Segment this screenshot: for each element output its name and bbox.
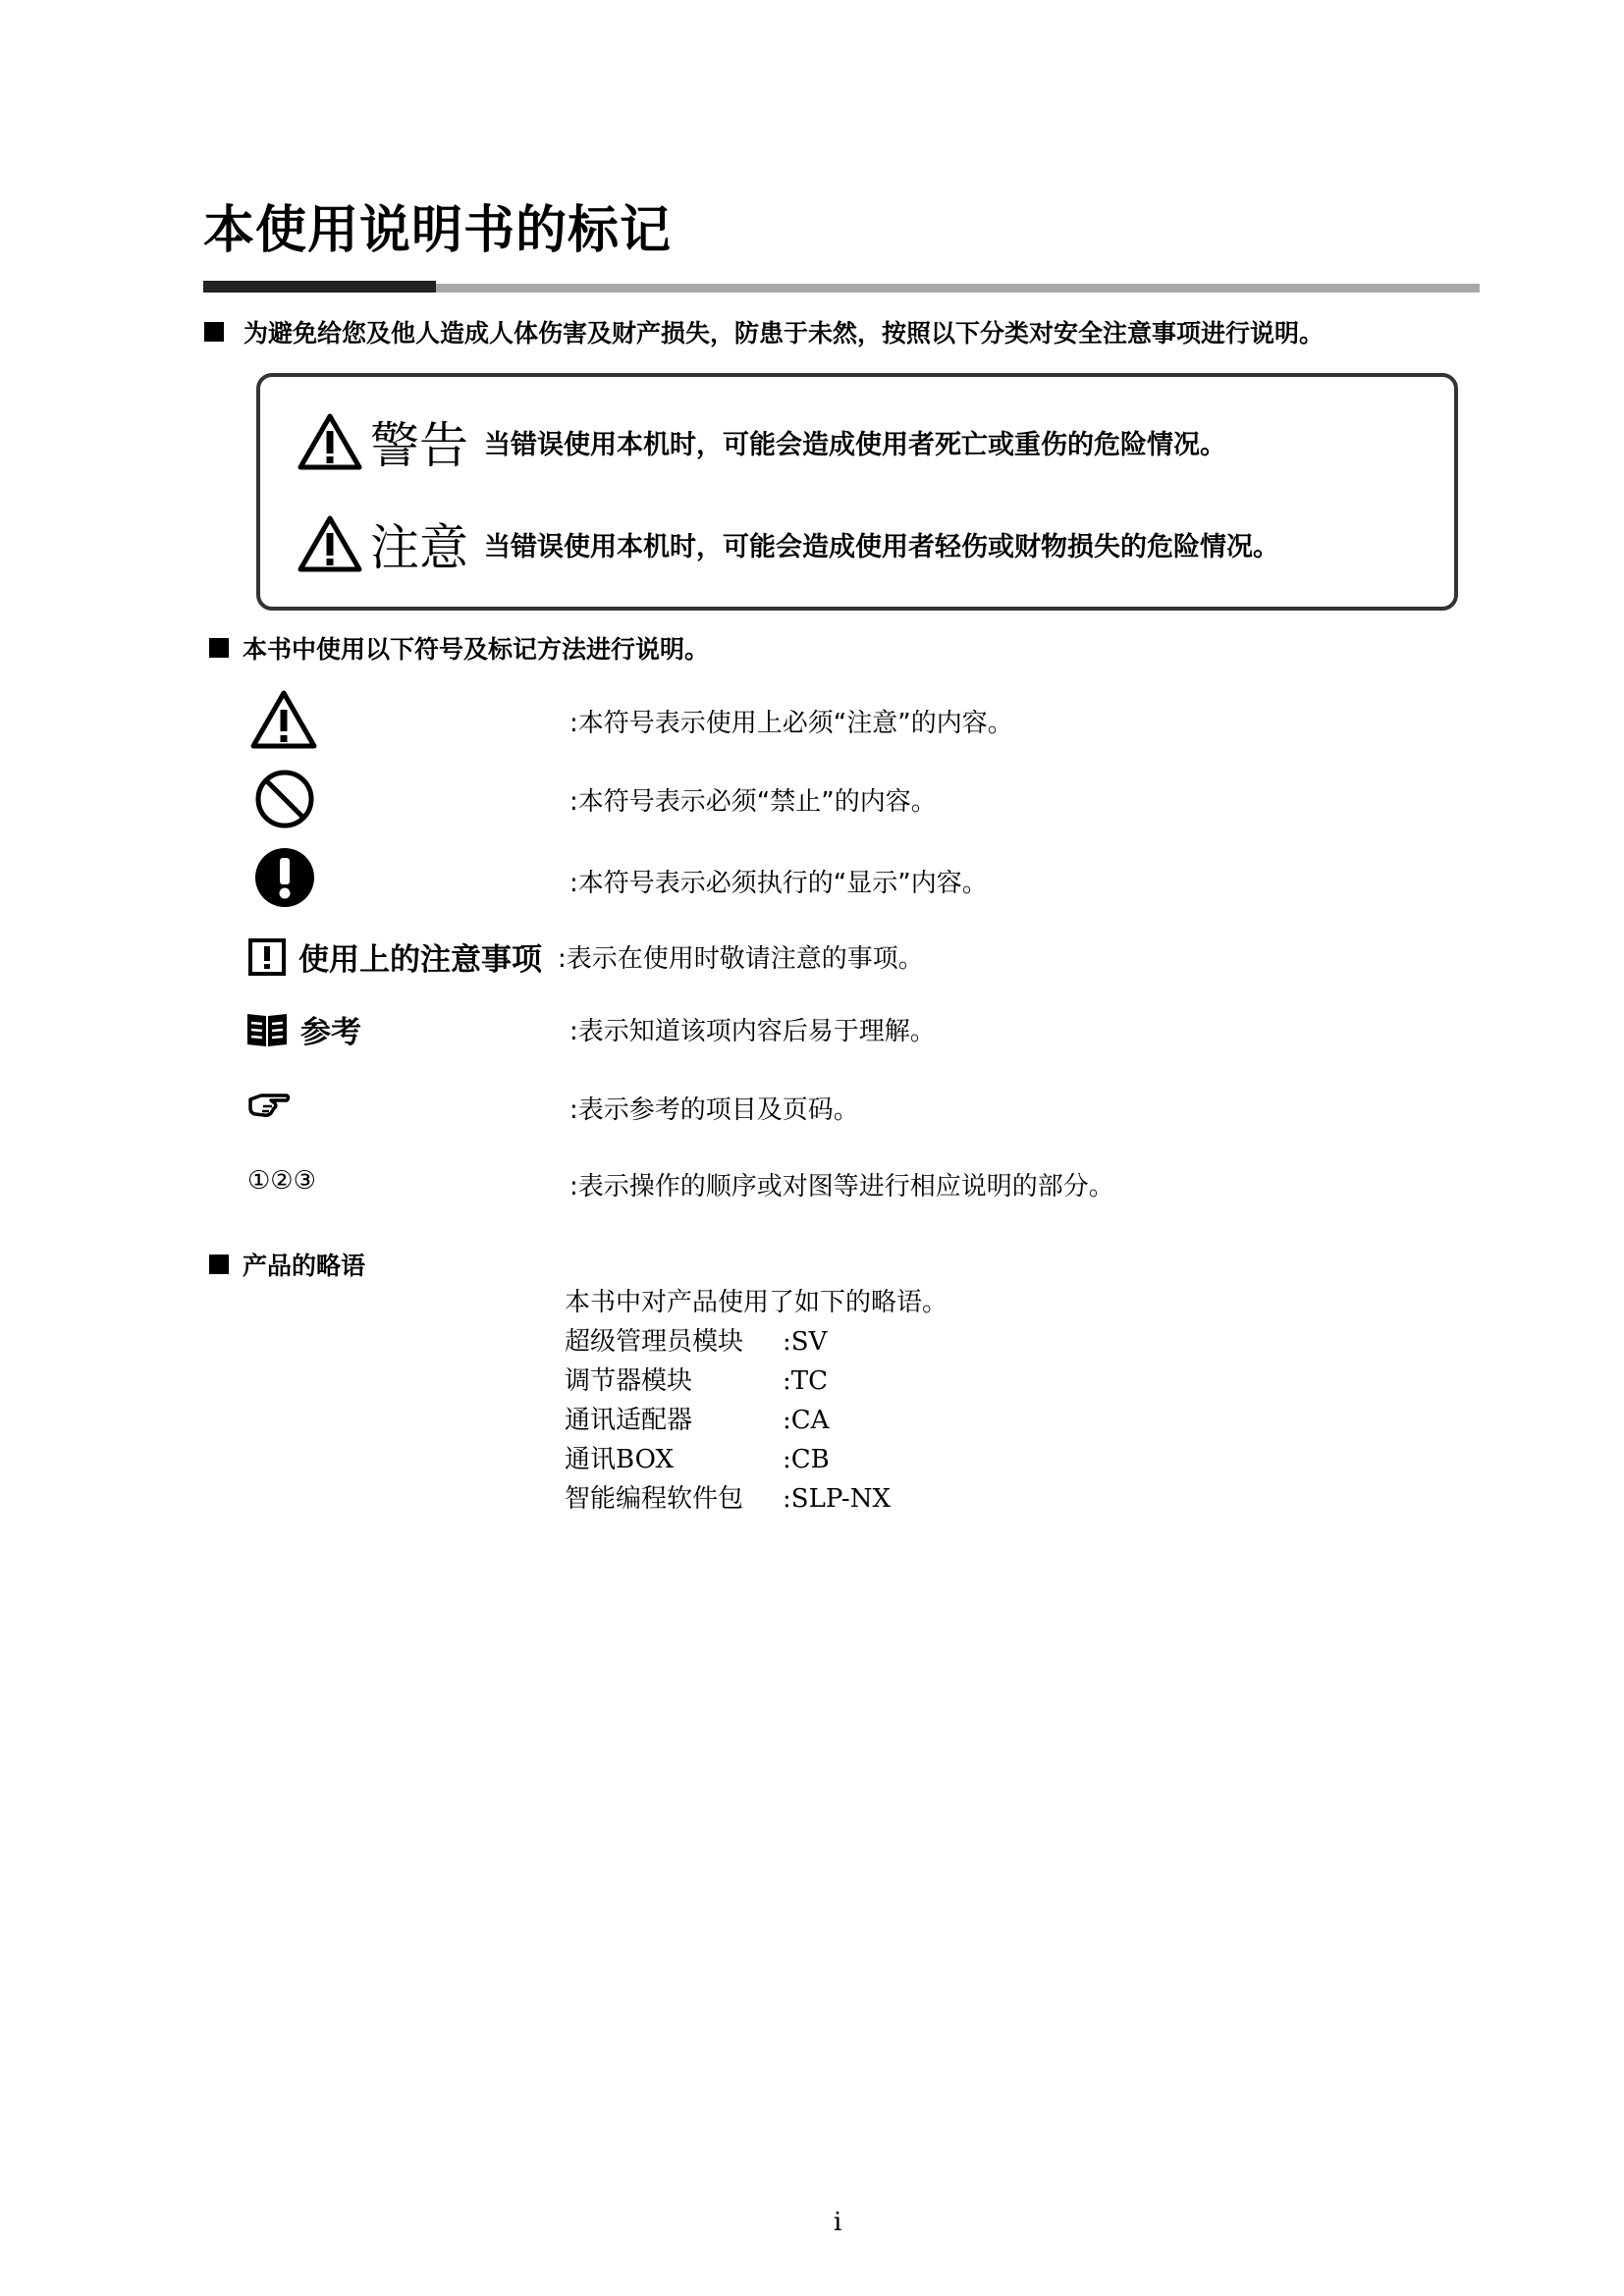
abbr-name: 通讯适配器: [565, 1406, 693, 1435]
mandatory-exclamation-icon: [253, 846, 316, 909]
title-rule-light: [436, 284, 1480, 293]
abbr-code: :SV: [783, 1327, 828, 1357]
abbr-intro: 本书中对产品使用了如下的略语。: [565, 1288, 948, 1317]
abbr-row: [565, 1401, 947, 1440]
abbr-code: :TC: [783, 1366, 828, 1396]
abbr-row: [565, 1479, 947, 1519]
symbols-heading: [209, 630, 709, 666]
warning-triangle-icon: [298, 515, 362, 572]
boxed-exclamation-icon: [247, 937, 287, 977]
abbr-row: [565, 1322, 947, 1362]
intro-text: 为避免给您及他人造成人体伤害及财产损失，防患于未然，按照以下分类对安全注意事项进行说明。: [244, 319, 1325, 347]
page-title: 本使用说明书的标记: [203, 201, 673, 260]
bullet-square-icon: [209, 1255, 229, 1274]
caution-label: 注意: [370, 519, 468, 576]
warning-label: 警告: [370, 417, 468, 474]
bullet-square-icon: [204, 322, 224, 342]
warning-row-keikoku: [298, 406, 1226, 477]
page-number: i: [834, 2208, 842, 2237]
abbr-row: [565, 1440, 947, 1479]
symbol-desc-mandatory: :本符号表示必须执行的“显示”内容。: [569, 869, 988, 898]
abbr-code: :CB: [783, 1445, 830, 1474]
prohibition-icon: [253, 768, 316, 830]
circled-numbers: ①②③: [247, 1166, 316, 1196]
abbr-heading: [209, 1247, 365, 1282]
book-icon: [245, 1010, 289, 1049]
symbol-desc-prohibition: :本符号表示必须“禁止”的内容。: [569, 787, 937, 817]
symbol-reference: [245, 1007, 361, 1051]
abbr-name: 调节器模块: [565, 1366, 693, 1396]
abbr-code: :CA: [783, 1406, 830, 1435]
symbol-desc-steps: :表示操作的顺序或对图等进行相应说明的部分。: [569, 1172, 1114, 1201]
abbr-name: 通讯BOX: [565, 1445, 674, 1474]
reference-label: 参考: [300, 1015, 361, 1050]
warning-text: 当错误使用本机时，可能会造成使用者死亡或重伤的危险情况。: [484, 429, 1226, 460]
caution-notes-label: 使用上的注意事项: [298, 942, 542, 978]
symbol-desc-pointer: :表示参考的项目及页码。: [569, 1095, 859, 1125]
symbols-heading-text: 本书中使用以下符号及标记方法进行说明。: [243, 635, 710, 664]
abbr-list: [565, 1283, 947, 1519]
warning-row-chuui: [298, 508, 1279, 579]
symbol-caution-notes: [247, 934, 542, 979]
intro-line: [204, 314, 1324, 349]
symbol-desc-reference: :表示知道该项内容后易于理解。: [569, 1017, 936, 1046]
abbr-name: 智能编程软件包: [565, 1484, 744, 1514]
caution-triangle-icon: [249, 689, 318, 750]
symbol-desc-caution: :本符号表示使用上必须“注意”的内容。: [569, 709, 1013, 738]
abbr-heading-text: 产品的略语: [243, 1252, 366, 1280]
pointing-hand-icon: [247, 1090, 291, 1119]
symbol-desc-caution-notes: :表示在使用时敬请注意的事项。: [558, 944, 924, 974]
abbr-code: :SLP-NX: [783, 1484, 891, 1514]
bullet-square-icon: [209, 638, 229, 658]
warning-triangle-icon: [298, 413, 362, 470]
caution-text: 当错误使用本机时，可能会造成使用者轻伤或财物损失的危险情况。: [484, 531, 1279, 562]
title-rule-dark: [203, 281, 436, 293]
abbr-row: [565, 1362, 947, 1401]
abbr-name: 超级管理员模块: [565, 1327, 744, 1357]
